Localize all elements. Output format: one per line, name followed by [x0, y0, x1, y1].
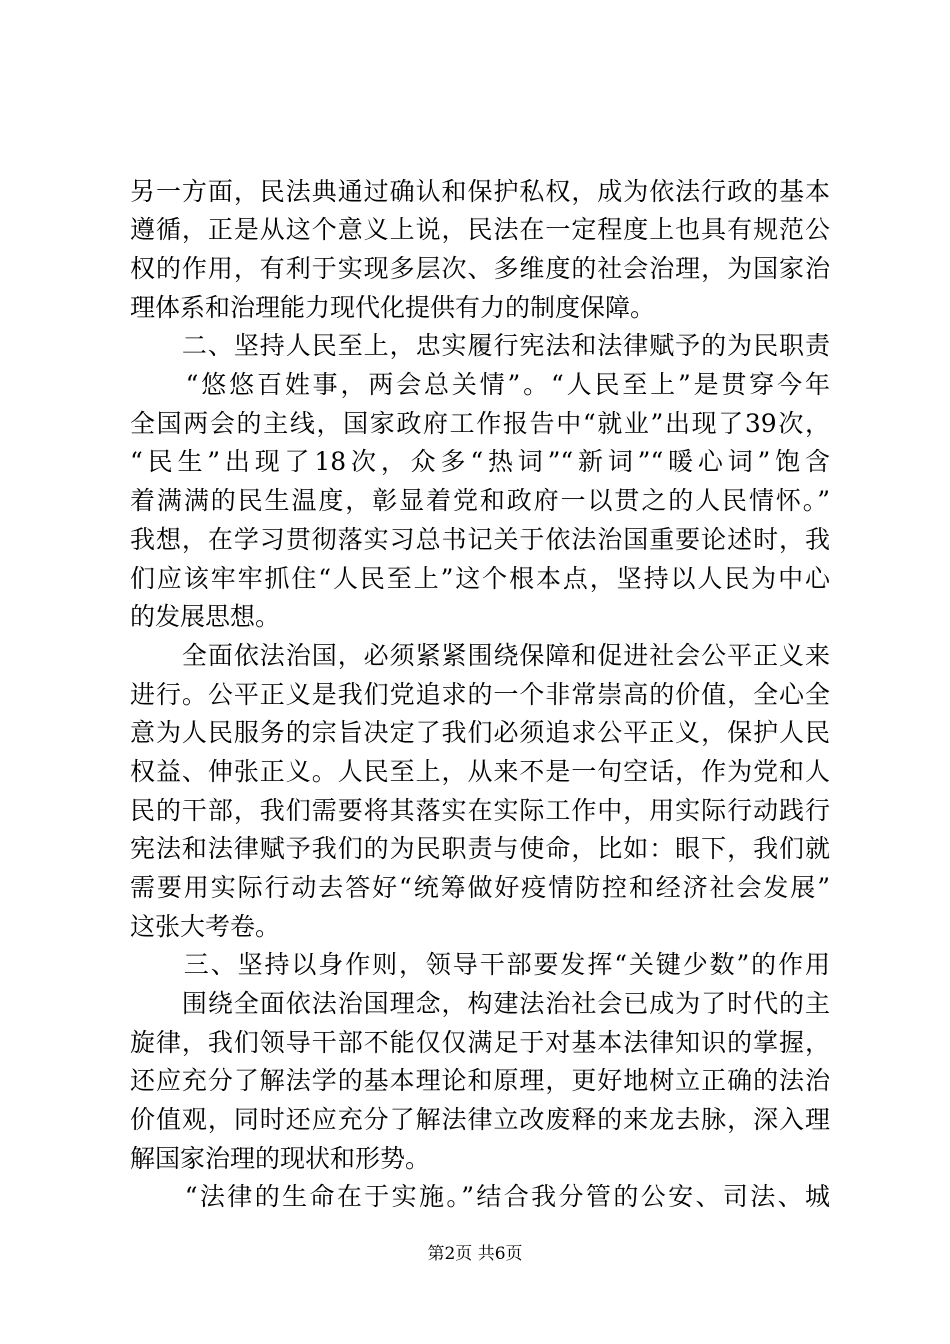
section-heading: 二、坚持人民至上，忠实履行宪法和法律赋予的为民职责 [130, 331, 830, 360]
text-line: 需要用实际行动去答好“统筹做好疫情防控和经济社会发展” [130, 873, 830, 902]
text-line: 遵循，正是从这个意义上说，民法在一定程度上也具有规范公 [130, 215, 830, 244]
text-line: “法律的生命在于实施。”结合我分管的公安、司法、城 [130, 1182, 830, 1211]
section-heading: 三、坚持以身作则，领导干部要发挥“关键少数”的作用 [130, 950, 830, 979]
text-line: 我想，在学习贯彻落实习总书记关于依法治国重要论述时，我 [130, 525, 830, 554]
text-line: 宪法和法律赋予我们的为民职责与使命，比如：眼下，我们就 [130, 834, 830, 863]
text-line: 的发展思想。 [130, 602, 281, 631]
text-line: 旋律，我们领导干部不能仅仅满足于对基本法律知识的掌握， [130, 1028, 830, 1057]
text-line: 着满满的民生温度，彰显着党和政府一以贯之的人民情怀。” [130, 486, 830, 515]
text-line: 解国家治理的现状和形势。 [130, 1144, 431, 1173]
text-line: 理体系和治理能力现代化提供有力的制度保障。 [130, 293, 656, 322]
text-line: 围绕全面依法治国理念，构建法治社会已成为了时代的主 [130, 989, 830, 1018]
text-line: 全面依法治国，必须紧紧围绕保障和促进社会公平正义来 [130, 641, 830, 670]
text-line: “悠悠百姓事，两会总关情”。“人民至上”是贯穿今年 [130, 370, 830, 399]
text-line: 意为人民服务的宗旨决定了我们必须追求公平正义，保护人民 [130, 718, 830, 747]
text-line: 权的作用，有利于实现多层次、多维度的社会治理，为国家治 [130, 254, 830, 283]
text-line: “民生”出现了18次，众多“热词”“新词”“暖心词”饱含 [130, 447, 830, 476]
text-line: 还应充分了解法学的基本理论和原理，更好地树立正确的法治 [130, 1066, 830, 1095]
text-line: 另一方面，民法典通过确认和保护私权，成为依法行政的基本 [130, 177, 830, 206]
text-line: 价值观，同时还应充分了解法律立改废释的来龙去脉，深入理 [130, 1105, 830, 1134]
text-line: 这张大考卷。 [130, 912, 281, 941]
text-line: 民的干部，我们需要将其落实在实际工作中，用实际行动践行 [130, 796, 830, 825]
text-line: 全国两会的主线，国家政府工作报告中“就业”出现了39次， [130, 409, 830, 438]
text-line: 们应该牢牢抓住“人民至上”这个根本点，坚持以人民为中心 [130, 564, 830, 593]
text-line: 进行。公平正义是我们党追求的一个非常崇高的价值，全心全 [130, 680, 830, 709]
page-number-footer: 第2页 共6页 [427, 1244, 523, 1264]
text-line: 权益、伸张正义。人民至上，从来不是一句空话，作为党和人 [130, 757, 830, 786]
